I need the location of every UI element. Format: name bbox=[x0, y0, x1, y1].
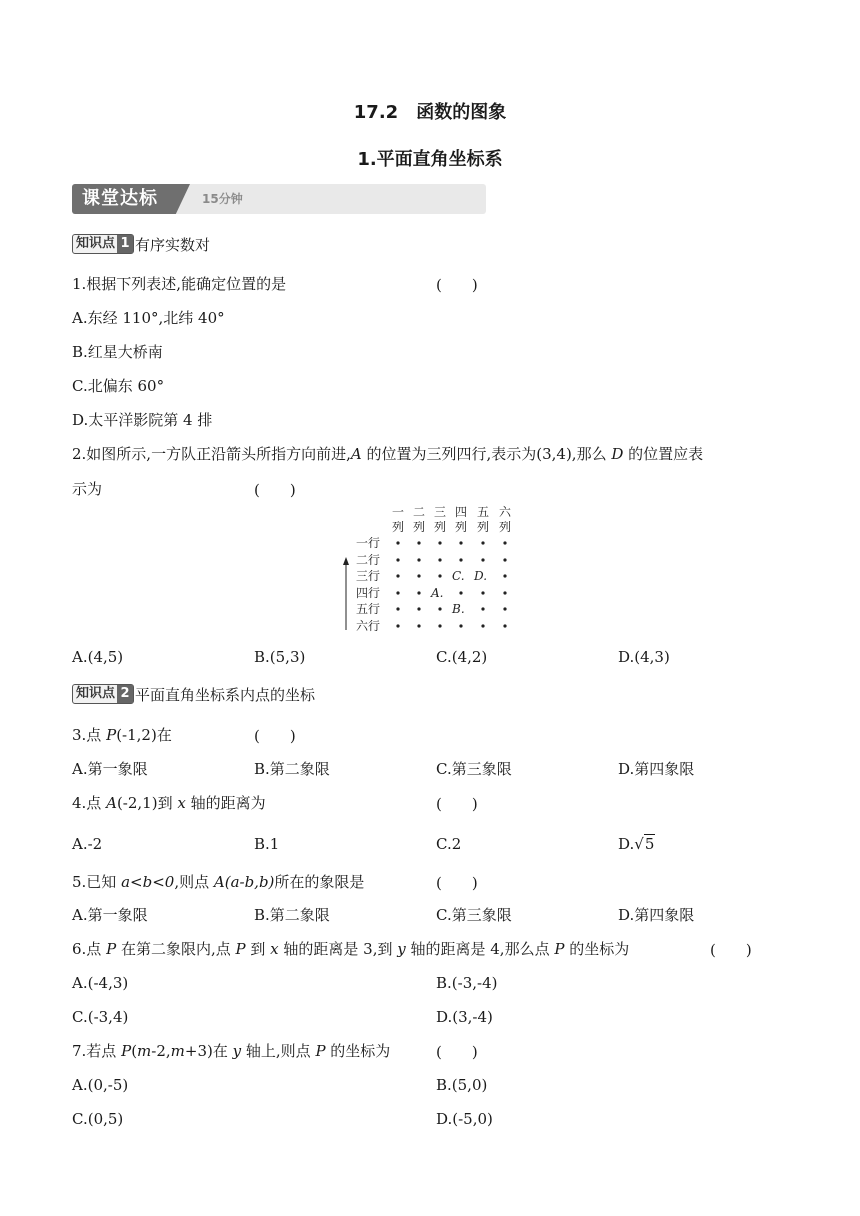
banner-time: 15分钟 bbox=[202, 192, 243, 206]
grid-point-label: A. bbox=[431, 586, 444, 600]
badge-text: 知识点 bbox=[76, 686, 116, 701]
point-a-label: A bbox=[213, 873, 225, 891]
sqrt-icon: √ bbox=[634, 835, 644, 853]
answer-blank: ( ) bbox=[436, 1043, 478, 1061]
column-header: 五 bbox=[476, 505, 490, 519]
text: 的坐标为 bbox=[564, 940, 630, 958]
grid-dot bbox=[438, 607, 441, 610]
option-b: B.第二象限 bbox=[254, 760, 330, 778]
grid-dot bbox=[417, 591, 420, 594]
text: 的位置为三列四行,表示为(3,4),那么 bbox=[361, 445, 612, 463]
option-b: B.(5,0) bbox=[436, 1076, 488, 1094]
question-3-stem bbox=[72, 725, 172, 745]
option-a: A.东经 110°,北纬 40° bbox=[72, 309, 225, 327]
grid-dot bbox=[459, 558, 462, 561]
answer-blank: ( ) bbox=[254, 481, 296, 499]
grid-dot bbox=[396, 624, 399, 627]
column-header: 列 bbox=[476, 520, 490, 534]
text: 的位置应表 bbox=[623, 445, 704, 463]
grid-dot bbox=[503, 624, 506, 627]
question-2-stem-line1 bbox=[72, 444, 703, 464]
text: 轴上,则点 bbox=[241, 1042, 316, 1060]
row-label: 三行 bbox=[356, 569, 381, 583]
grid-dot bbox=[459, 541, 462, 544]
grid-dot bbox=[417, 558, 420, 561]
question-5-stem bbox=[72, 872, 364, 892]
text: 轴的距离是 4,那么点 bbox=[405, 940, 555, 958]
lesson-title: 1.平面直角坐标系 bbox=[357, 149, 503, 170]
grid-dot bbox=[503, 558, 506, 561]
grid-dot bbox=[503, 591, 506, 594]
m-variable: m bbox=[170, 1042, 185, 1060]
answer-blank: ( ) bbox=[436, 276, 478, 294]
grid-dot bbox=[481, 558, 484, 561]
coordinate: (a-b,b) bbox=[224, 873, 275, 891]
question-6-stem bbox=[72, 939, 629, 959]
answer-blank: ( ) bbox=[436, 874, 478, 892]
text: 轴的距离为 bbox=[185, 794, 266, 812]
grid-dot bbox=[503, 607, 506, 610]
badge-number: 2 bbox=[117, 685, 133, 703]
text: -2, bbox=[151, 1042, 171, 1060]
text: +3)在 bbox=[184, 1042, 233, 1060]
row-label: 六行 bbox=[356, 619, 381, 633]
grid-dot bbox=[396, 558, 399, 561]
grid-dot bbox=[481, 541, 484, 544]
option-b: B.(-3,-4) bbox=[436, 974, 498, 992]
condition: a<b<0 bbox=[121, 873, 175, 891]
option-d: D.太平洋影院第 4 排 bbox=[72, 411, 213, 429]
text: 到 bbox=[245, 940, 271, 958]
text: 5.已知 bbox=[72, 873, 122, 891]
option-c: C.(4,2) bbox=[436, 648, 488, 666]
grid-dot bbox=[396, 574, 399, 577]
answer-blank: ( ) bbox=[254, 727, 296, 745]
grid-dot bbox=[417, 541, 420, 544]
text: 6.点 bbox=[72, 940, 107, 958]
row-label: 二行 bbox=[356, 553, 381, 567]
grid-dot bbox=[438, 558, 441, 561]
column-header: 列 bbox=[412, 520, 426, 534]
grid-dot bbox=[481, 624, 484, 627]
grid-dot bbox=[503, 541, 506, 544]
point-p-label: P bbox=[315, 1042, 326, 1060]
point-p-label: P bbox=[106, 940, 117, 958]
badge-text: 知识点 bbox=[76, 236, 116, 251]
question-1-stem: 1.根据下列表述,能确定位置的是 bbox=[72, 275, 287, 293]
grid-dot bbox=[459, 591, 462, 594]
m-variable: m bbox=[137, 1042, 152, 1060]
radicand: 5 bbox=[644, 835, 655, 853]
column-header: 列 bbox=[454, 520, 468, 534]
y-variable: y bbox=[232, 1042, 242, 1060]
option-a: A.-2 bbox=[72, 835, 103, 853]
option-d: D.第四象限 bbox=[618, 906, 695, 924]
answer-blank: ( ) bbox=[436, 795, 478, 813]
option-b: B.1 bbox=[254, 835, 280, 853]
option-c: C.(0,5) bbox=[72, 1110, 124, 1128]
point-p-label: P bbox=[121, 1042, 132, 1060]
row-label: 四行 bbox=[356, 586, 381, 600]
knowledge-point-title: 平面直角坐标系内点的坐标 bbox=[135, 685, 316, 704]
grid-dot bbox=[417, 624, 420, 627]
section-title: 17.2 函数的图象 bbox=[353, 102, 507, 123]
option-c: C.北偏东 60° bbox=[72, 377, 165, 395]
grid-dot bbox=[481, 591, 484, 594]
option-c: C.第三象限 bbox=[436, 760, 512, 778]
knowledge-point-badge bbox=[72, 684, 134, 704]
text: (-1,2)在 bbox=[116, 726, 172, 744]
text: ( bbox=[131, 1042, 138, 1060]
column-header: 四 bbox=[454, 505, 468, 519]
option-b: B.(5,3) bbox=[254, 648, 306, 666]
grid-dot bbox=[438, 574, 441, 577]
row-label: 一行 bbox=[356, 536, 381, 550]
answer-blank: ( ) bbox=[710, 941, 752, 959]
text: D. bbox=[618, 835, 635, 853]
y-variable: y bbox=[397, 940, 406, 958]
knowledge-point-badge bbox=[72, 234, 134, 254]
option-b: B.第二象限 bbox=[254, 906, 330, 924]
grid-dot bbox=[438, 624, 441, 627]
grid-dot bbox=[396, 591, 399, 594]
column-header: 列 bbox=[433, 520, 447, 534]
row-label: 五行 bbox=[356, 602, 381, 616]
text: ,则点 bbox=[174, 873, 214, 891]
point-p-label: P bbox=[554, 940, 565, 958]
text: 在第二象限内,点 bbox=[116, 940, 236, 958]
text: 4.点 bbox=[72, 794, 107, 812]
text: (-2,1)到 bbox=[116, 794, 178, 812]
knowledge-point-1 bbox=[72, 233, 210, 255]
knowledge-point-2 bbox=[72, 683, 315, 705]
column-header: 一 bbox=[391, 505, 405, 519]
option-d: D.第四象限 bbox=[618, 760, 695, 778]
banner-label: 课堂达标 bbox=[82, 188, 158, 209]
option-c: C.2 bbox=[436, 835, 462, 853]
column-header: 六 bbox=[498, 505, 512, 519]
grid-dot bbox=[396, 607, 399, 610]
point-p-label: P bbox=[106, 726, 117, 744]
option-a: A.(-4,3) bbox=[72, 974, 129, 992]
option-d bbox=[618, 834, 655, 854]
point-d-label: D bbox=[611, 445, 624, 463]
text: 3.点 bbox=[72, 726, 107, 744]
option-d: D.(-5,0) bbox=[436, 1110, 493, 1128]
option-b: B.红星大桥南 bbox=[72, 343, 163, 361]
grid-dot bbox=[438, 541, 441, 544]
column-header: 列 bbox=[498, 520, 512, 534]
option-a: A.(4,5) bbox=[72, 648, 124, 666]
x-variable: x bbox=[177, 794, 186, 812]
question-7-stem bbox=[72, 1041, 390, 1061]
text: 7.若点 bbox=[72, 1042, 122, 1060]
text: 的坐标为 bbox=[325, 1042, 391, 1060]
option-a: A.第一象限 bbox=[72, 906, 148, 924]
grid-dot bbox=[459, 624, 462, 627]
class-practice-banner bbox=[72, 184, 486, 214]
badge-number: 1 bbox=[117, 235, 133, 253]
option-c: C.(-3,4) bbox=[72, 1008, 129, 1026]
question-4-stem bbox=[72, 793, 266, 813]
option-c: C.第三象限 bbox=[436, 906, 512, 924]
text: 2.如图所示,一方队正沿箭头所指方向前进, bbox=[72, 445, 351, 463]
x-variable: x bbox=[270, 940, 279, 958]
formation-grid-figure bbox=[330, 505, 530, 635]
column-header: 三 bbox=[433, 505, 447, 519]
grid-point-label: D. bbox=[474, 569, 488, 583]
option-d: D.(3,-4) bbox=[436, 1008, 493, 1026]
grid-dot bbox=[481, 607, 484, 610]
grid-dot bbox=[417, 607, 420, 610]
grid-point-label: B. bbox=[452, 602, 465, 616]
point-a-label: A bbox=[350, 445, 362, 463]
grid-point-label: C. bbox=[452, 569, 465, 583]
text: 轴的距离是 3,到 bbox=[278, 940, 398, 958]
arrow-head-icon bbox=[343, 557, 349, 565]
column-header: 二 bbox=[412, 505, 426, 519]
option-a: A.(0,-5) bbox=[72, 1076, 129, 1094]
grid-dot bbox=[417, 574, 420, 577]
option-d: D.(4,3) bbox=[618, 648, 670, 666]
question-2-stem-line2: 示为 bbox=[72, 480, 103, 498]
grid-dot bbox=[503, 574, 506, 577]
point-a-label: A bbox=[106, 794, 117, 812]
knowledge-point-title: 有序实数对 bbox=[135, 235, 211, 254]
option-a: A.第一象限 bbox=[72, 760, 148, 778]
column-header: 列 bbox=[391, 520, 405, 534]
grid-dot bbox=[396, 541, 399, 544]
point-p-label: P bbox=[235, 940, 246, 958]
text: 所在的象限是 bbox=[274, 873, 365, 891]
